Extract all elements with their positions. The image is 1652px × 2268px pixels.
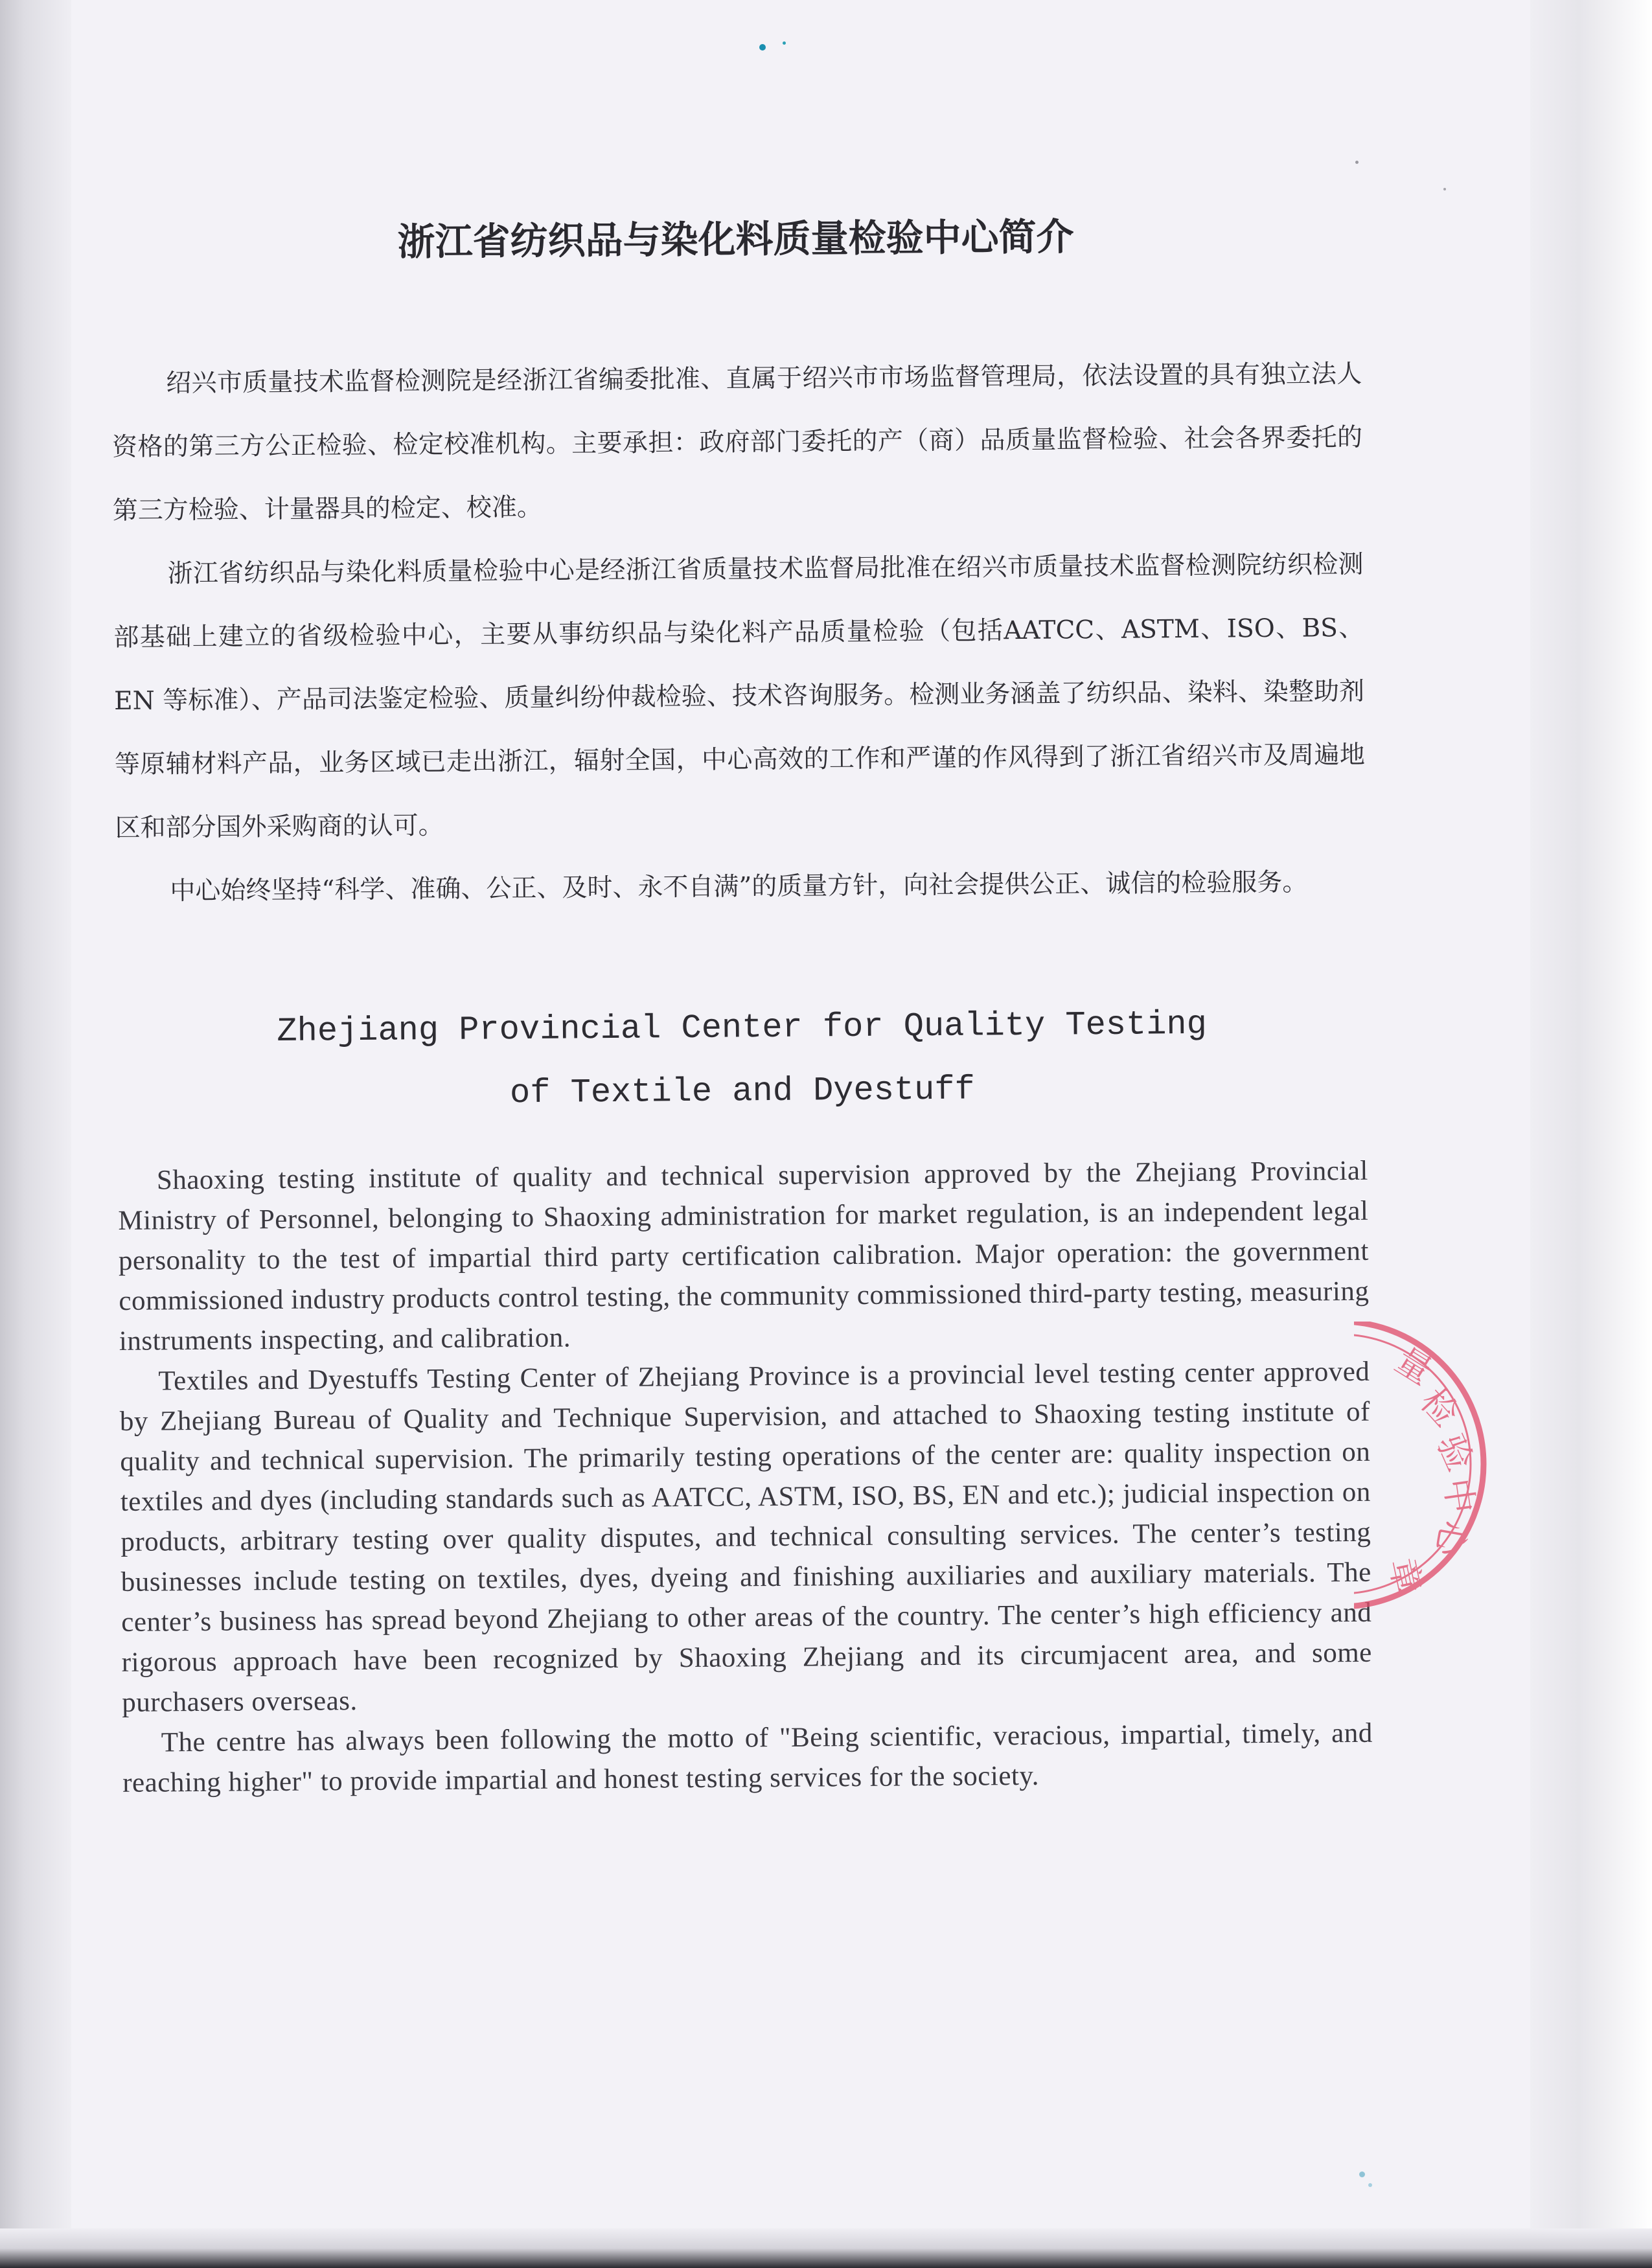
binding-shadow bbox=[0, 0, 71, 2268]
svg-text:章: 章 bbox=[1381, 1554, 1429, 1598]
document-body bbox=[110, 185, 1373, 1804]
english-paragraph-3: The centre has always been following the motto of "Being scientific, veracious, impartial, timely, and reaching higher" to provide impartial and honest testing services for the society. bbox=[122, 1717, 1373, 1798]
svg-text:验: 验 bbox=[1429, 1428, 1481, 1477]
chinese-paragraph-3: 中心始终坚持“科学、准确、公正、及时、永不自满”的质量方针，向社会提供公正、诚信的检验服务。 bbox=[170, 867, 1308, 906]
scan-speck bbox=[759, 44, 766, 51]
english-title-line-1: Zhejiang Provincial Center for Quality Testing bbox=[277, 1005, 1208, 1051]
scan-speck bbox=[783, 41, 786, 45]
chinese-paragraph-1: 绍兴市质量技术监督检测院是经浙江省编委批准、直属于绍兴市市场监督管理局，依法设置的具有独立法人资格的第三方公正检验、检定校准机构。主要承担：政府部门委托的产（商）品质量监督检验、社会各界委托的第三方检验、计量器具的检定、校准。 bbox=[111, 359, 1363, 525]
svg-text:检: 检 bbox=[1412, 1380, 1467, 1434]
scan-speck bbox=[1359, 2171, 1365, 2177]
chinese-paragraph-2: 浙江省纺织品与染化料质量检验中心是经浙江省质量技术监督局批准在绍兴市质量技术监督检测院纺织检测部基础上建立的省级检验中心，主要从事纺织品与染化料产品质量检验（包括AATCC、ASTM、ISO、BS、EN 等标准）、产品司法鉴定检验、质量纠纷仲裁检验、技术咨询服务。检测业务涵盖了纺织品、染料、染整助剂等原辅材料产品，业务区域已走出浙江，辐射全国，中心高效的工作和严谨的作风得到了浙江省绍兴市及周遍地区和部分国外采购商的认可。 bbox=[113, 549, 1366, 843]
scan-speck bbox=[1355, 161, 1359, 164]
scan-speck bbox=[1443, 188, 1446, 190]
seal-graphic bbox=[1354, 1322, 1503, 1613]
svg-text:量: 量 bbox=[1388, 1339, 1440, 1393]
svg-text:中: 中 bbox=[1436, 1476, 1482, 1517]
page-bottom-edge bbox=[0, 2228, 1652, 2268]
english-paragraph-2: Textiles and Dyestuffs Testing Center of Zhejiang Province is a provincial level testing center approved by Zhejiang Bureau of Quality and Technique Supervision, and attached to Shaoxing testing institute of quality and technical supervision. The primarily testing operations of the center are: quality inspection on textiles and dyes (including standards such as AATCC, ASTM, ISO, BS, EN and etc.); judicial inspection on products, arbitrary testing over quality disputes, and technical consulting services. The center’s testing businesses include testing on textiles, dyes, dyeing and finishing auxiliaries and auxiliary materials. The center’s business has spread beyond Zhejiang to other areas of the country. The center’s high efficiency and rigorous approach have been recognized by Shaoxing Zhejiang and its circumjacent area, and some purchasers overseas. bbox=[119, 1356, 1372, 1718]
english-paragraph-1: Shaoxing testing institute of quality and technical supervision approved by the Zhejiang Provincial Ministry of Personnel, belonging to Shaoxing administration for market regulation, is an independent legal personality to the test of impartial third party certification calibration. Major operation: the government commissioned industry products control testing, the community commissioned third-party testing, measuring instruments inspecting, and calibration. bbox=[118, 1155, 1370, 1357]
svg-text:心: 心 bbox=[1427, 1517, 1474, 1559]
red-seal-stamp bbox=[1354, 1322, 1503, 1613]
page-edge bbox=[1530, 0, 1652, 2268]
scan-speck bbox=[1368, 2183, 1372, 2187]
english-title bbox=[117, 992, 1368, 1128]
english-title-line-2: of Textile and Dyestuff bbox=[509, 1070, 975, 1113]
chinese-title: 浙江省纺织品与染化料质量检验中心简介 bbox=[397, 214, 1074, 264]
